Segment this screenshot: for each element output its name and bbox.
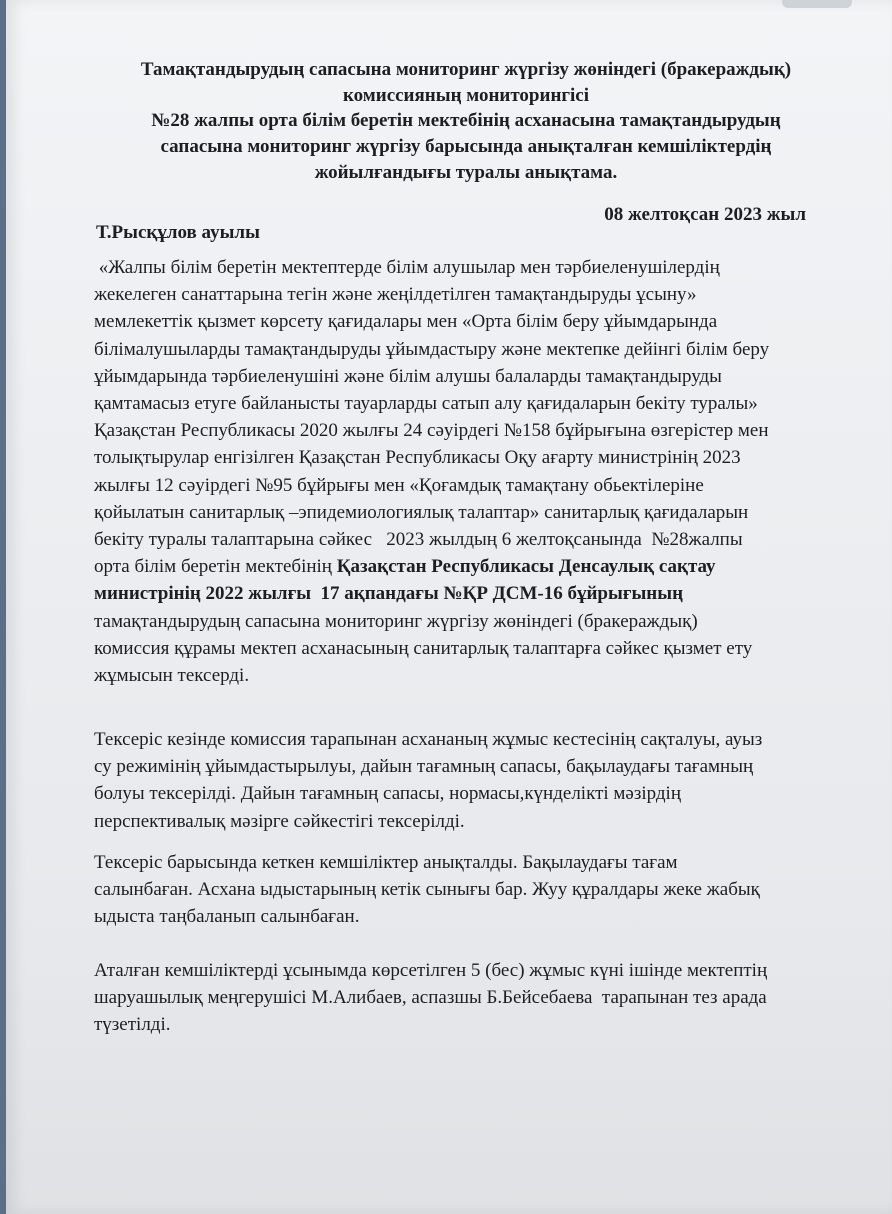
text-line: болуы тексерілді. Дайын тағамның сапасы, нормасы,күнделікті мәзірдің bbox=[94, 783, 682, 805]
subtitle-line: жойылғандығы туралы анықтама. bbox=[314, 162, 618, 183]
text-line: ыдыста таңбаланып салынбаған. bbox=[94, 906, 360, 928]
text-line: Тексеріс барысында кеткен кемшіліктер анықталды. Бақылаудағы тағам bbox=[94, 852, 678, 873]
text-line: салынбаған. Асхана ыдыстарының кетік сынығы бар. Жуу құралдары жеке жабық bbox=[94, 879, 760, 901]
document-page bbox=[6, 0, 892, 1214]
text-line: мемлекеттік қызмет көрсету қағидалары мен «Орта білім беру ұйымдарында bbox=[94, 311, 718, 333]
text-normal: орта білім беретін мектебінің bbox=[94, 556, 337, 578]
text-line: перспективалық мәзірге сәйкестігі тексерілді. bbox=[94, 810, 465, 832]
text-line: түзетілді. bbox=[94, 1014, 171, 1036]
text-line-bold: министрінің 2022 жылғы 17 ақпандағы №ҚР ДСМ-16 бұйрығының bbox=[94, 583, 684, 605]
paper-corner-mark bbox=[782, 0, 852, 8]
text-line: қойылатын санитарлық –эпидемиологиялық талаптар» санитарлық қағидаларын bbox=[94, 501, 749, 523]
subtitle-line: сапасына мониторинг жүргізу барысында анықталған кемшіліктердің bbox=[160, 136, 772, 157]
document-meta bbox=[96, 204, 806, 243]
text-bold: Қазақстан Республикасы Денсаулық сақтау bbox=[336, 556, 716, 578]
subtitle-line: №28 жалпы орта білім беретін мектебінің асханасына тамақтандырудың bbox=[151, 110, 781, 131]
text-line: комиссия құрамы мектеп асханасының санитарлық талаптарға сәйкес қызмет ету bbox=[94, 637, 753, 659]
text-line: бекіту туралы талаптарына сәйкес 2023 жылдың 6 желтоқсанында №28жалпы bbox=[94, 529, 743, 551]
text-line: су режимінің ұйымдастырылуы, дайын тағамның сапасы, бақылаудағы тағамның bbox=[94, 756, 754, 778]
text-line: Тексеріс кезінде комиссия тарапынан асхананың жұмыс кестесінің сақталуы, ауыз bbox=[94, 729, 763, 750]
text-line: «Жалпы білім беретін мектептерде білім алушылар мен тәрбиеленушілердің bbox=[94, 257, 720, 278]
text-line: толықтырулар енгізілген Қазақстан Республикасы Оқу ағарту министрінің 2023 bbox=[94, 447, 741, 469]
paragraph-intro bbox=[94, 254, 839, 689]
paragraph-resolution bbox=[94, 957, 839, 1039]
text-line: білімалушыларды тамақтандыруды ұйымдастыру және мектепке дейінгі білім беру bbox=[94, 338, 770, 360]
text-line: Қазақстан Республикасы 2020 жылғы 24 сәуірдегі №158 бұйрығына өзгерістер мен bbox=[94, 420, 769, 442]
text-line: жекелеген санаттарына тегін және жеңілдетілген тамақтандыруды ұсыну» bbox=[94, 284, 697, 306]
title-line: Тамақтандырудың сапасына мониторинг жүргізу жөніндегі (бракераждық) bbox=[140, 59, 792, 80]
text-line: жұмысын тексерді. bbox=[94, 665, 250, 687]
text-line: шаруашылық меңгерушісі М.Алибаев, аспазшы Б.Бейсебаева тарапынан тез арада bbox=[94, 987, 767, 1009]
paragraph-inspection bbox=[94, 726, 839, 835]
text-line: ұйымдарында тәрбиеленушіні және білім алушы балаларды тамақтандыруды bbox=[94, 365, 722, 387]
location-text: Т.Рысқұлов ауылы bbox=[96, 222, 260, 243]
text-line: жылғы 12 сәуірдегі №95 бұйрығы мен «Қоғамдық тамақтану обьектілеріне bbox=[94, 474, 704, 496]
text-line bbox=[94, 553, 839, 580]
date-text: 08 желтоқсан 2023 жыл bbox=[604, 204, 806, 225]
document-title bbox=[86, 57, 846, 109]
document-subtitle bbox=[86, 108, 846, 186]
title-line: комиссияның мониторингісі bbox=[342, 85, 590, 106]
text-line: қамтамасыз етуге байланысты тауарларды сатып алу қағидаларын бекіту туралы» bbox=[94, 393, 758, 415]
text-line: Аталған кемшіліктерді ұсынымда көрсетілген 5 (бес) жұмыс күні ішінде мектептің bbox=[94, 960, 768, 981]
paragraph-findings bbox=[94, 849, 839, 931]
text-line: тамақтандырудың сапасына мониторинг жүргізу жөніндегі (бракераждық) bbox=[94, 610, 698, 632]
